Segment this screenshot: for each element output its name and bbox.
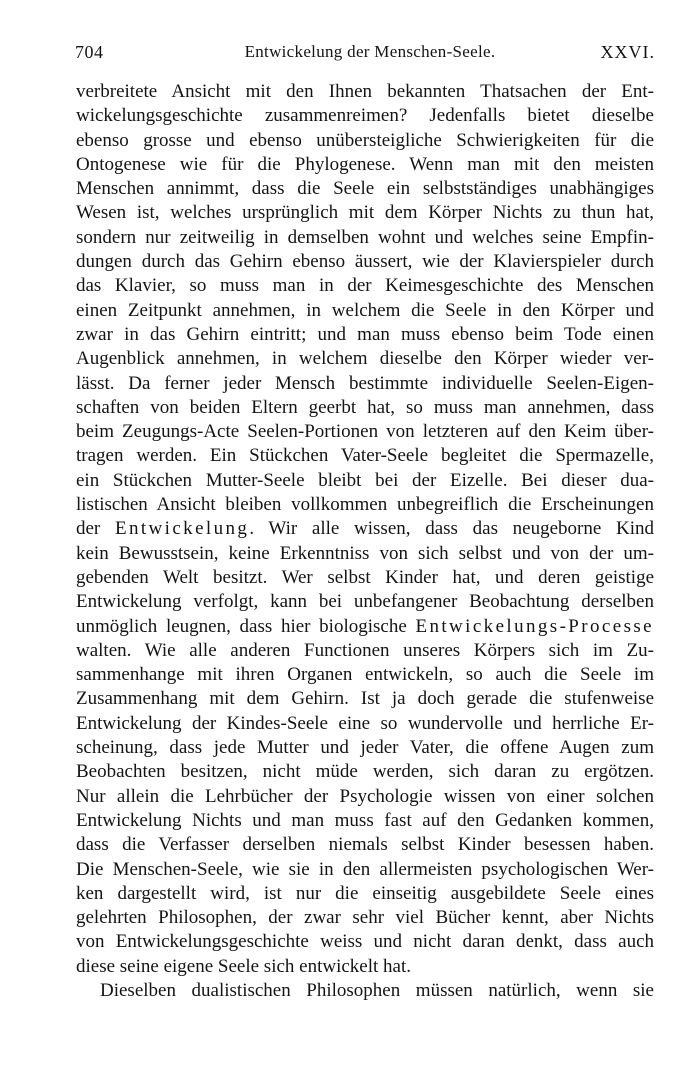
- spaced-emphasis: Entwickelungs-Processe: [415, 615, 654, 637]
- text-line: das Klavier, so muss man in der Keimesgeschichte des Menschen: [76, 275, 654, 297]
- text-line: gelehrten Philosophen, der zwar sehr viel Bücher kennt, aber Nichts: [76, 907, 654, 929]
- text-line: verbreitete Ansicht mit den Ihnen bekannten Thatsachen der Ent-: [76, 81, 654, 102]
- text-line: listischen Ansicht bleiben vollkommen unbegreiflich die Erscheinungen: [76, 494, 654, 516]
- running-title: Entwickelung der Menschen-Seele.: [244, 42, 496, 61]
- text-line: Die Menschen-Seele, wie sie in den allermeisten psychologischen Wer-: [76, 858, 654, 880]
- line-text-post: . Wir alle wissen, dass das neugeborne Kind: [249, 518, 654, 540]
- text-line: Entwickelung verfolgt, kann bei unbefangener Beobachtung derselben: [76, 591, 654, 613]
- text-line-emphasis: [76, 517, 654, 541]
- text-line: gebenden Welt besitzt. Wer selbst Kinder hat, und deren geistige: [76, 566, 654, 588]
- page-number: 704: [75, 42, 104, 62]
- text-line: walten. Wie alle anderen Functionen unseres Körpers sich im Zu-: [76, 639, 654, 661]
- text-line: sammenhange mit ihren Organen entwickeln, so auch die Seele im: [76, 664, 654, 686]
- text-line-emphasis: [76, 615, 654, 639]
- text-line: schaften von beiden Eltern geerbt hat, so muss man annehmen, dass: [76, 396, 654, 418]
- text-line: dass die Verfasser derselben niemals selbst Kinder besessen haben.: [76, 834, 654, 856]
- text-line: Entwickelung der Kindes-Seele eine so wundervolle und herrliche Er-: [76, 712, 654, 734]
- text-line: scheinung, dass jede Mutter und jeder Vater, die offene Augen zum: [76, 737, 654, 759]
- paragraph-end-line: diese seine eigene Seele sich entwickelt hat.: [76, 955, 412, 977]
- text-line: Entwickelung Nichts und man muss fast auf den Gedanken kommen,: [76, 809, 654, 831]
- text-line: tragen werden. Ein Stückchen Vater-Seele begleitet die Spermazelle,: [76, 445, 654, 467]
- text-line: Augenblick annehmen, in welchem dieselbe den Körper wieder ver-: [76, 348, 654, 370]
- body-text: [76, 80, 654, 1003]
- text-line: ebenso grosse und ebenso unübersteigliche Schwierigkeiten für die: [76, 129, 654, 151]
- text-line: ken dargestellt wird, ist nur die einseitig ausgebildete Seele eines: [76, 882, 654, 904]
- text-line: sondern nur zeitweilig in demselben wohnt und welches seine Empfin-: [76, 226, 654, 248]
- text-line: wickelungsgeschichte zusammenreimen? Jedenfalls bietet dieselbe: [76, 105, 654, 127]
- text-line: zwar in das Gehirn eintritt; und man muss ebenso beim Tode einen: [76, 323, 654, 345]
- text-line: Beobachten besitzen, nicht müde werden, sich daran zu ergötzen.: [76, 761, 654, 783]
- text-line: Menschen annimmt, dass die Seele ein selbstständiges unabhängiges: [76, 178, 654, 200]
- line-text-pre: unmöglich leugnen, dass hier biologische: [76, 615, 416, 637]
- text-line: dungen durch das Gehirn ebenso äussert, wie der Klavierspieler durch: [76, 251, 654, 273]
- spaced-emphasis: Entwickelung: [114, 518, 250, 540]
- text-line: einen Zeitpunkt annehmen, in welchem die Seele in den Körper und: [76, 299, 654, 321]
- text-line: lässt. Da ferner jeder Mensch bestimmte individuelle Seelen-Eigen-: [76, 372, 654, 394]
- text-line: kein Bewusstsein, keine Erkenntniss von sich selbst und von der um-: [76, 542, 654, 564]
- paragraph-start-line: Dieselben dualistischen Philosophen müssen natürlich, wenn sie: [100, 979, 654, 1001]
- text-line: Ontogenese wie für die Phylogenese. Wenn man mit den meisten: [76, 153, 654, 175]
- text-line: von Entwickelungsgeschichte weiss und nicht daran denkt, dass auch: [76, 931, 654, 953]
- running-header: [75, 42, 655, 72]
- chapter-number: XXVI.: [600, 42, 655, 62]
- text-line: Nur allein die Lehrbücher der Psychologie wissen von einer solchen: [76, 785, 654, 807]
- text-line: Wesen ist, welches ursprünglich mit dem Körper Nichts zu thun hat,: [76, 202, 654, 224]
- text-line: beim Zeugungs-Acte Seelen-Portionen von letzteren auf den Keim über-: [76, 421, 654, 443]
- text-line: Zusammenhang mit dem Gehirn. Ist ja doch gerade die stufenweise: [76, 688, 654, 710]
- text-line: ein Stückchen Mutter-Seele bleibt bei der Eizelle. Bei dieser dua-: [76, 469, 654, 491]
- line-text-pre: der: [76, 518, 115, 540]
